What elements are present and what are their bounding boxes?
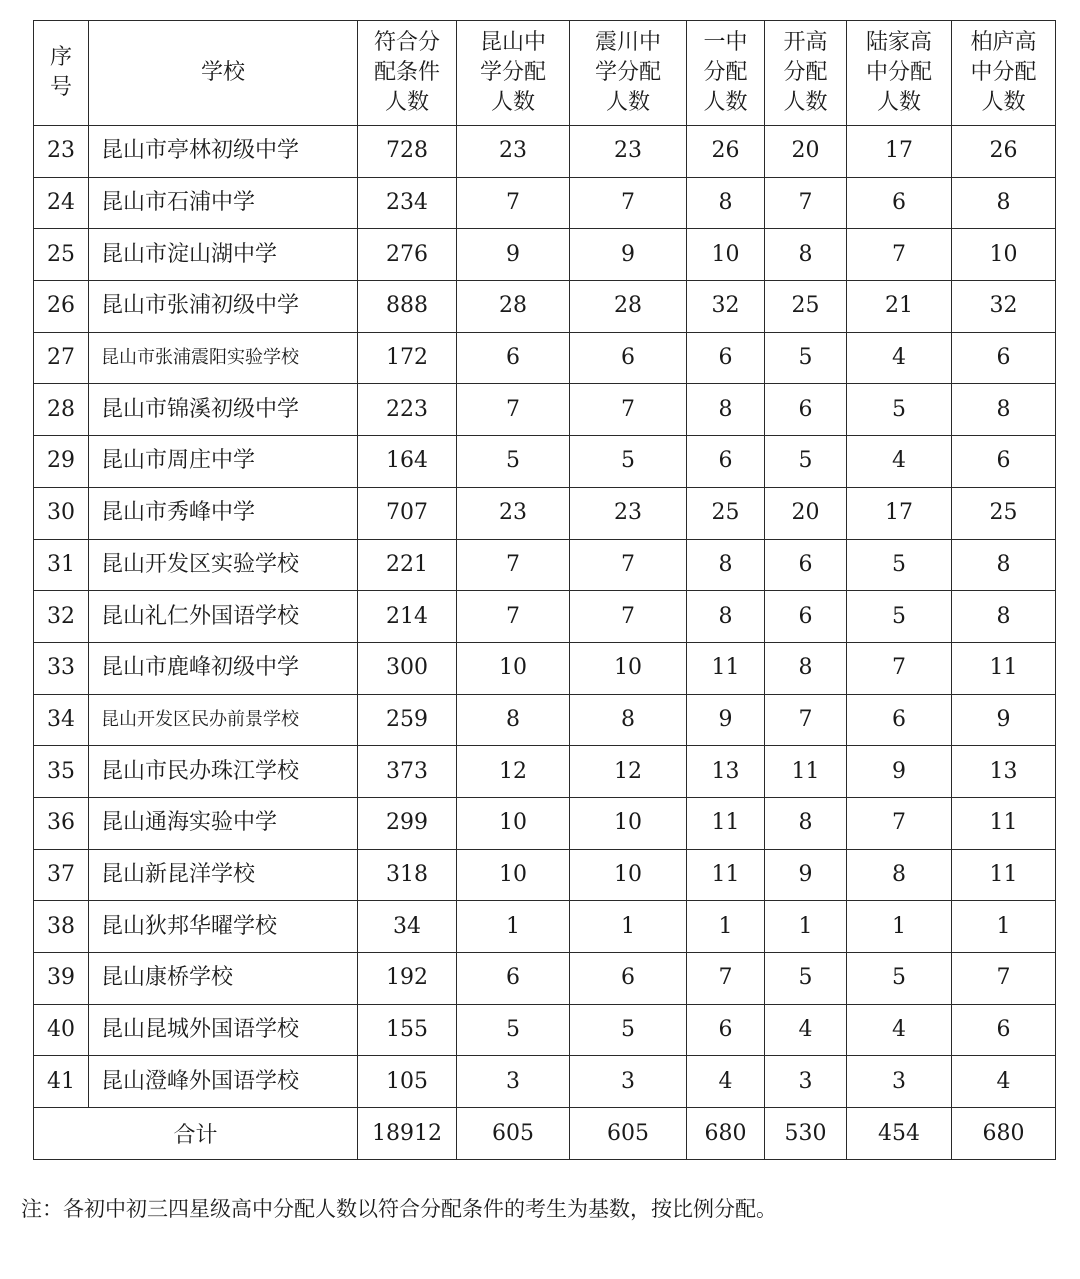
cell-yizhong: 1 — [687, 901, 765, 953]
cell-zhenchuan: 6 — [570, 332, 687, 384]
cell-no: 40 — [34, 1004, 89, 1056]
total-label: 合计 — [34, 1108, 358, 1160]
cell-school: 昆山开发区实验学校 — [89, 539, 358, 591]
cell-kaigao: 7 — [765, 177, 847, 229]
cell-eligible: 373 — [358, 746, 457, 798]
header-line: 柏庐高 — [970, 30, 1037, 55]
cell-bailu: 32 — [952, 281, 1056, 333]
header-line: 学分配 — [594, 60, 661, 85]
header-kunshan — [457, 21, 570, 126]
cell-kaigao: 9 — [765, 849, 847, 901]
cell-lujia: 8 — [847, 849, 952, 901]
cell-lujia: 5 — [847, 591, 952, 643]
cell-bailu: 6 — [952, 1004, 1056, 1056]
cell-eligible: 707 — [358, 487, 457, 539]
cell-yizhong: 13 — [687, 746, 765, 798]
cell-zhenchuan: 12 — [570, 746, 687, 798]
cell-yizhong: 8 — [687, 539, 765, 591]
cell-kunshan: 7 — [457, 177, 570, 229]
cell-no: 39 — [34, 953, 89, 1005]
total-row — [34, 1108, 1056, 1160]
total-yizhong: 680 — [687, 1108, 765, 1160]
cell-yizhong: 6 — [687, 436, 765, 488]
cell-eligible: 105 — [358, 1056, 457, 1108]
cell-school: 昆山开发区民办前景学校 — [89, 694, 358, 746]
cell-kaigao: 6 — [765, 591, 847, 643]
cell-no: 28 — [34, 384, 89, 436]
cell-school: 昆山市秀峰中学 — [89, 487, 358, 539]
cell-school: 昆山市周庄中学 — [89, 436, 358, 488]
cell-eligible: 192 — [358, 953, 457, 1005]
cell-kaigao: 11 — [765, 746, 847, 798]
cell-yizhong: 11 — [687, 642, 765, 694]
cell-kunshan: 7 — [457, 539, 570, 591]
cell-lujia: 4 — [847, 1004, 952, 1056]
cell-no: 35 — [34, 746, 89, 798]
cell-yizhong: 8 — [687, 177, 765, 229]
cell-kaigao: 7 — [765, 694, 847, 746]
cell-no: 37 — [34, 849, 89, 901]
cell-no: 24 — [34, 177, 89, 229]
cell-bailu: 1 — [952, 901, 1056, 953]
cell-bailu: 13 — [952, 746, 1056, 798]
cell-zhenchuan: 10 — [570, 849, 687, 901]
cell-yizhong: 25 — [687, 487, 765, 539]
cell-lujia: 7 — [847, 642, 952, 694]
cell-bailu: 8 — [952, 539, 1056, 591]
cell-bailu: 8 — [952, 591, 1056, 643]
cell-yizhong: 6 — [687, 332, 765, 384]
header-line: 开高 — [783, 30, 828, 55]
cell-eligible: 728 — [358, 126, 457, 178]
cell-no: 36 — [34, 797, 89, 849]
table-row — [34, 332, 1056, 384]
header-line: 符合分 — [373, 30, 440, 55]
table-row — [34, 436, 1056, 488]
cell-yizhong: 11 — [687, 849, 765, 901]
cell-bailu: 4 — [952, 1056, 1056, 1108]
cell-bailu: 25 — [952, 487, 1056, 539]
cell-lujia: 3 — [847, 1056, 952, 1108]
cell-kaigao: 5 — [765, 953, 847, 1005]
cell-zhenchuan: 3 — [570, 1056, 687, 1108]
cell-zhenchuan: 9 — [570, 229, 687, 281]
cell-yizhong: 7 — [687, 953, 765, 1005]
cell-school: 昆山市淀山湖中学 — [89, 229, 358, 281]
cell-eligible: 34 — [358, 901, 457, 953]
cell-zhenchuan: 8 — [570, 694, 687, 746]
cell-zhenchuan: 7 — [570, 591, 687, 643]
header-line: 人数 — [876, 90, 921, 115]
cell-school: 昆山狄邦华曜学校 — [89, 901, 358, 953]
header-yizhong — [687, 21, 765, 126]
header-row — [34, 21, 1056, 126]
header-line: 学分配 — [479, 60, 546, 85]
cell-yizhong: 9 — [687, 694, 765, 746]
cell-school: 昆山市鹿峰初级中学 — [89, 642, 358, 694]
cell-bailu: 6 — [952, 332, 1056, 384]
cell-bailu: 11 — [952, 849, 1056, 901]
cell-yizhong: 8 — [687, 591, 765, 643]
table-row — [34, 901, 1056, 953]
total-zhenchuan: 605 — [570, 1108, 687, 1160]
cell-kaigao: 8 — [765, 797, 847, 849]
cell-lujia: 6 — [847, 694, 952, 746]
total-eligible: 18912 — [358, 1108, 457, 1160]
cell-no: 26 — [34, 281, 89, 333]
total-kaigao: 530 — [765, 1108, 847, 1160]
cell-eligible: 318 — [358, 849, 457, 901]
cell-lujia: 7 — [847, 797, 952, 849]
cell-kunshan: 7 — [457, 591, 570, 643]
table-row — [34, 746, 1056, 798]
header-line: 人数 — [981, 90, 1026, 115]
cell-school: 昆山市张浦初级中学 — [89, 281, 358, 333]
cell-lujia: 21 — [847, 281, 952, 333]
cell-kaigao: 8 — [765, 642, 847, 694]
cell-kunshan: 1 — [457, 901, 570, 953]
cell-no: 25 — [34, 229, 89, 281]
cell-yizhong: 4 — [687, 1056, 765, 1108]
header-line: 分配 — [703, 60, 748, 85]
header-no — [34, 21, 89, 126]
header-line: 人数 — [783, 90, 828, 115]
cell-bailu: 8 — [952, 384, 1056, 436]
header-line: 昆山中 — [479, 30, 546, 55]
table-row — [34, 487, 1056, 539]
cell-bailu: 6 — [952, 436, 1056, 488]
cell-lujia: 7 — [847, 229, 952, 281]
cell-kunshan: 23 — [457, 126, 570, 178]
cell-yizhong: 6 — [687, 1004, 765, 1056]
table-row — [34, 1056, 1056, 1108]
cell-lujia: 4 — [847, 436, 952, 488]
table-row — [34, 281, 1056, 333]
cell-eligible: 155 — [358, 1004, 457, 1056]
cell-school: 昆山礼仁外国语学校 — [89, 591, 358, 643]
cell-eligible: 259 — [358, 694, 457, 746]
cell-lujia: 17 — [847, 126, 952, 178]
cell-zhenchuan: 5 — [570, 436, 687, 488]
cell-kunshan: 10 — [457, 849, 570, 901]
cell-kaigao: 6 — [765, 384, 847, 436]
cell-yizhong: 32 — [687, 281, 765, 333]
cell-bailu: 7 — [952, 953, 1056, 1005]
header-bailu — [952, 21, 1056, 126]
table-row — [34, 591, 1056, 643]
header-line: 一中 — [703, 30, 748, 55]
cell-school: 昆山昆城外国语学校 — [89, 1004, 358, 1056]
cell-eligible: 172 — [358, 332, 457, 384]
cell-kunshan: 9 — [457, 229, 570, 281]
cell-kaigao: 25 — [765, 281, 847, 333]
header-kaigao — [765, 21, 847, 126]
total-kunshan: 605 — [457, 1108, 570, 1160]
header-lujia — [847, 21, 952, 126]
cell-no: 30 — [34, 487, 89, 539]
cell-kaigao: 20 — [765, 126, 847, 178]
cell-no: 27 — [34, 332, 89, 384]
header-line: 人数 — [490, 90, 535, 115]
table-row — [34, 539, 1056, 591]
cell-kunshan: 10 — [457, 642, 570, 694]
cell-kunshan: 3 — [457, 1056, 570, 1108]
cell-eligible: 276 — [358, 229, 457, 281]
header-zhenchuan — [570, 21, 687, 126]
table-row — [34, 177, 1056, 229]
cell-kunshan: 6 — [457, 953, 570, 1005]
table-row — [34, 694, 1056, 746]
cell-eligible: 221 — [358, 539, 457, 591]
cell-no: 34 — [34, 694, 89, 746]
cell-eligible: 300 — [358, 642, 457, 694]
cell-kaigao: 1 — [765, 901, 847, 953]
header-line: 人数 — [605, 90, 650, 115]
cell-kunshan: 7 — [457, 384, 570, 436]
cell-bailu: 11 — [952, 642, 1056, 694]
cell-school: 昆山澄峰外国语学校 — [89, 1056, 358, 1108]
header-line: 陆家高 — [865, 30, 932, 55]
cell-no: 38 — [34, 901, 89, 953]
table-row — [34, 642, 1056, 694]
header-eligible — [358, 21, 457, 126]
cell-kunshan: 8 — [457, 694, 570, 746]
header-line: 中分配 — [970, 60, 1037, 85]
cell-bailu: 9 — [952, 694, 1056, 746]
cell-eligible: 299 — [358, 797, 457, 849]
cell-lujia: 9 — [847, 746, 952, 798]
cell-zhenchuan: 7 — [570, 177, 687, 229]
table-row — [34, 1004, 1056, 1056]
cell-kunshan: 12 — [457, 746, 570, 798]
cell-bailu: 26 — [952, 126, 1056, 178]
table-row — [34, 126, 1056, 178]
cell-lujia: 4 — [847, 332, 952, 384]
total-bailu: 680 — [952, 1108, 1056, 1160]
cell-lujia: 5 — [847, 953, 952, 1005]
header-line: 震川中 — [594, 30, 661, 55]
cell-school: 昆山新昆洋学校 — [89, 849, 358, 901]
cell-school: 昆山市张浦震阳实验学校 — [89, 332, 358, 384]
cell-bailu: 11 — [952, 797, 1056, 849]
header-line: 人数 — [384, 90, 429, 115]
cell-kaigao: 5 — [765, 436, 847, 488]
cell-kaigao: 3 — [765, 1056, 847, 1108]
table-row — [34, 384, 1056, 436]
cell-kaigao: 4 — [765, 1004, 847, 1056]
header-line: 分配 — [783, 60, 828, 85]
header-school: 学校 — [89, 21, 358, 126]
header-line: 序 — [49, 45, 72, 70]
cell-no: 33 — [34, 642, 89, 694]
footnote: 注：各初中初三四星级高中分配人数以符合分配条件的考生为基数，按比例分配。 — [21, 1197, 777, 1221]
cell-zhenchuan: 23 — [570, 487, 687, 539]
cell-school: 昆山市锦溪初级中学 — [89, 384, 358, 436]
cell-kunshan: 10 — [457, 797, 570, 849]
cell-lujia: 5 — [847, 539, 952, 591]
header-line: 号 — [49, 75, 72, 100]
cell-yizhong: 8 — [687, 384, 765, 436]
table-row — [34, 953, 1056, 1005]
cell-bailu: 8 — [952, 177, 1056, 229]
cell-no: 29 — [34, 436, 89, 488]
header-line: 中分配 — [865, 60, 932, 85]
cell-no: 32 — [34, 591, 89, 643]
cell-zhenchuan: 7 — [570, 539, 687, 591]
cell-kaigao: 8 — [765, 229, 847, 281]
cell-eligible: 164 — [358, 436, 457, 488]
cell-school: 昆山康桥学校 — [89, 953, 358, 1005]
cell-lujia: 6 — [847, 177, 952, 229]
table-row — [34, 797, 1056, 849]
header-line: 配条件 — [373, 60, 440, 85]
cell-lujia: 17 — [847, 487, 952, 539]
cell-kunshan: 5 — [457, 436, 570, 488]
table-body — [34, 126, 1056, 1108]
table-row — [34, 229, 1056, 281]
cell-zhenchuan: 10 — [570, 642, 687, 694]
header-line: 人数 — [703, 90, 748, 115]
cell-eligible: 214 — [358, 591, 457, 643]
total-lujia: 454 — [847, 1108, 952, 1160]
cell-no: 31 — [34, 539, 89, 591]
cell-kunshan: 5 — [457, 1004, 570, 1056]
cell-zhenchuan: 6 — [570, 953, 687, 1005]
cell-no: 23 — [34, 126, 89, 178]
cell-lujia: 1 — [847, 901, 952, 953]
cell-school: 昆山市亭林初级中学 — [89, 126, 358, 178]
cell-lujia: 5 — [847, 384, 952, 436]
cell-kaigao: 20 — [765, 487, 847, 539]
cell-kaigao: 5 — [765, 332, 847, 384]
cell-kunshan: 6 — [457, 332, 570, 384]
cell-eligible: 223 — [358, 384, 457, 436]
cell-yizhong: 10 — [687, 229, 765, 281]
cell-school: 昆山市石浦中学 — [89, 177, 358, 229]
cell-yizhong: 26 — [687, 126, 765, 178]
cell-eligible: 234 — [358, 177, 457, 229]
cell-zhenchuan: 1 — [570, 901, 687, 953]
cell-school: 昆山通海实验中学 — [89, 797, 358, 849]
cell-eligible: 888 — [358, 281, 457, 333]
cell-zhenchuan: 23 — [570, 126, 687, 178]
cell-zhenchuan: 7 — [570, 384, 687, 436]
cell-zhenchuan: 5 — [570, 1004, 687, 1056]
cell-bailu: 10 — [952, 229, 1056, 281]
cell-kaigao: 6 — [765, 539, 847, 591]
cell-school: 昆山市民办珠江学校 — [89, 746, 358, 798]
cell-zhenchuan: 10 — [570, 797, 687, 849]
cell-no: 41 — [34, 1056, 89, 1108]
allocation-table — [33, 20, 1056, 1160]
cell-kunshan: 28 — [457, 281, 570, 333]
cell-zhenchuan: 28 — [570, 281, 687, 333]
cell-yizhong: 11 — [687, 797, 765, 849]
table-row — [34, 849, 1056, 901]
cell-kunshan: 23 — [457, 487, 570, 539]
